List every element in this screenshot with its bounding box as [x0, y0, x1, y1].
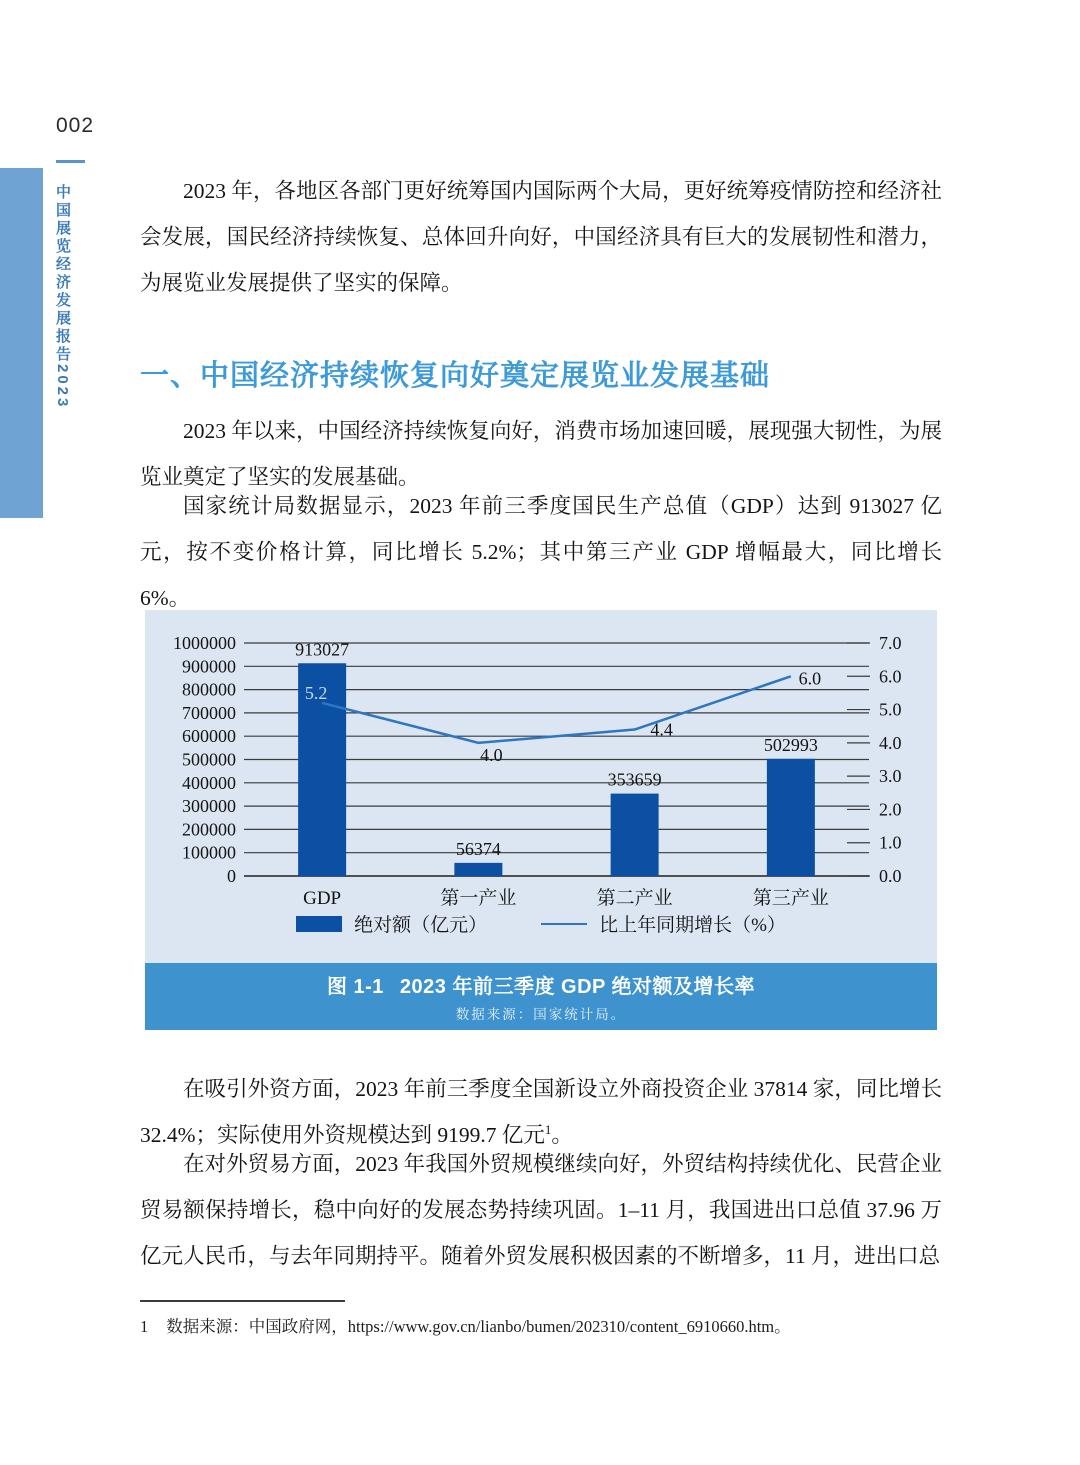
- footnote-divider: [140, 1300, 345, 1302]
- category-label: 第二产业: [596, 888, 673, 909]
- line-value-label: 4.4: [650, 719, 673, 740]
- bar: [611, 794, 659, 876]
- left-axis-tick-label: 500000: [182, 749, 236, 770]
- right-axis-tick-label: 6.0: [879, 666, 902, 687]
- figure-caption-title: [327, 970, 755, 999]
- bar: [454, 863, 502, 876]
- figure-label: 图 1-1: [326, 976, 384, 998]
- paragraph-trade: 在对外贸易方面，2023 年我国外贸规模继续向好，外贸结构持续优化、民营企业贸易额保持增长，稳中向好的发展态势持续巩固。1–11 月，我国进出口总值 37.96 万亿元人民币，与去年同期持平。随着外贸发展积极因素的不断增多，11 月，进出口总: [140, 1152, 942, 1268]
- legend-item-line: [541, 910, 786, 937]
- left-axis-tick-label: 100000: [182, 842, 236, 863]
- category-label: 第三产业: [752, 888, 829, 909]
- left-axis-tick-label: 800000: [182, 679, 236, 700]
- category-label: GDP: [303, 888, 342, 909]
- line-series-swatch: [541, 923, 587, 925]
- figure-1-1: [145, 610, 937, 1030]
- bar-value-label: 913027: [295, 639, 350, 660]
- right-axis-tick-label: 0.0: [879, 866, 902, 886]
- footnote-reference: 1: [544, 1121, 552, 1137]
- paragraph-fdi: 在吸引外资方面，2023 年前三季度全国新设立外商投资企业 37814 家，同比增长 32.4%；实际使用外资规模达到 9199.7 亿元$^1$。: [140, 1077, 942, 1147]
- paragraph-recovery: 2023 年以来，中国经济持续恢复向好，消费市场加速回暖，展现强大韧性，为展览业奠定了坚实的发展基础。: [140, 419, 942, 489]
- sidebar-report-title: 中国展览经济发展报告2023: [54, 184, 71, 410]
- category-label: 第一产业: [440, 888, 517, 909]
- right-axis-tick-label: 7.0: [879, 633, 902, 653]
- left-axis-tick-label: 600000: [182, 726, 236, 747]
- figure-title: 2023 年前三季度 GDP 绝对额及增长率: [399, 976, 756, 998]
- left-axis-tick-label: 900000: [182, 656, 236, 677]
- bar-series-swatch: [296, 916, 342, 932]
- footnote: [140, 1315, 942, 1339]
- right-axis-tick-label: 2.0: [879, 799, 902, 820]
- left-axis-tick-label: 400000: [182, 772, 236, 793]
- bar-series-label: 绝对额（亿元）: [354, 915, 488, 936]
- right-axis-tick-label: 4.0: [879, 732, 902, 753]
- page-number: 002: [56, 114, 95, 137]
- paragraph-gdp: 国家统计局数据显示，2023 年前三季度国民生产总值（GDP）达到 913027 亿元，按不变价格计算，同比增长 5.2%；其中第三产业 GDP 增幅最大，同比增长 6%。: [140, 494, 942, 610]
- intro-paragraph: 2023 年，各地区各部门更好统筹国内国际两个大局，更好统筹疫情防控和经济社会发展，国民经济持续恢复、总体回升向好，中国经济具有巨大的发展韧性和潜力，为展览业发展提供了坚实的保障。: [140, 179, 942, 295]
- gdp-chart: [145, 610, 937, 963]
- footnote-marker: 1: [140, 1317, 149, 1336]
- line-value-label: 4.0: [480, 744, 503, 765]
- left-axis-tick-label: 300000: [182, 796, 236, 817]
- left-axis-tick-label: 0: [227, 866, 236, 886]
- legend-item-bar: [296, 910, 487, 937]
- line-value-label: 6.0: [798, 668, 822, 689]
- line-value-label: 5.2: [304, 682, 328, 703]
- bar-value-label: 353659: [607, 769, 662, 790]
- growth-line: [322, 676, 791, 743]
- left-axis-tick-label: 200000: [182, 819, 236, 840]
- bar: [767, 759, 815, 876]
- page-number-rule: [56, 160, 85, 163]
- figure-source: 数据来源：国家统计局。: [455, 1007, 627, 1022]
- right-axis-tick-label: 5.0: [879, 699, 902, 720]
- right-axis-tick-label: 1.0: [879, 832, 902, 853]
- sidebar-accent-band: [0, 168, 43, 518]
- chart-legend: [145, 910, 937, 937]
- section-heading: 一、中国经济持续恢复向好奠定展览业发展基础: [140, 360, 771, 393]
- figure-caption-bar: [145, 963, 937, 1030]
- bar-value-label: 56374: [455, 838, 501, 859]
- left-axis-tick-label: 1000000: [173, 633, 236, 653]
- left-axis-tick-label: 700000: [182, 702, 236, 723]
- line-series-label: 比上年同期增长（%）: [599, 915, 786, 936]
- bar-value-label: 502993: [763, 734, 818, 755]
- right-axis-tick-label: 3.0: [879, 766, 902, 787]
- footnote-text: 数据来源：中国政府网，https://www.gov.cn/lianbo/bumen/202310/content_6910660.htm。: [166, 1317, 791, 1336]
